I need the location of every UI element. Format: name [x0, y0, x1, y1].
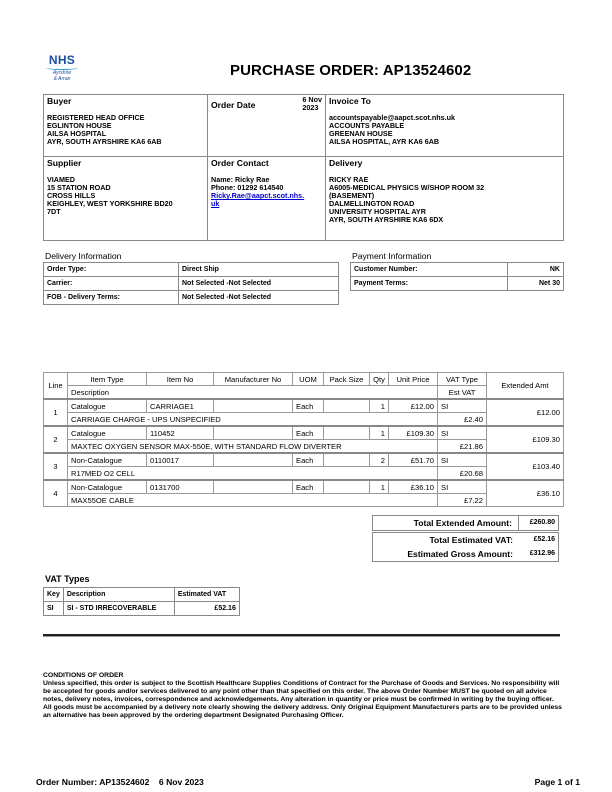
col-vat-type: VAT Type: [438, 373, 487, 386]
table-row: [44, 426, 564, 440]
delivery-line: RICKY RAE: [329, 175, 369, 184]
gross-amount-value: £312.96: [529, 550, 555, 557]
buyer-line: AYR, SOUTH AYRSHIRE KA6 6AB: [47, 137, 162, 146]
col-est-vat: Est VAT: [438, 386, 487, 400]
table-row: [44, 453, 564, 467]
supplier-line: KEIGHLEY, WEST YORKSHIRE BD20: [47, 199, 173, 208]
cell-qty: 1: [370, 399, 389, 413]
page-title: PURCHASE ORDER: AP13524602: [230, 62, 472, 79]
col-description: Description: [68, 386, 438, 400]
cell-line: 1: [44, 399, 68, 426]
cell-line: 2: [44, 426, 68, 453]
items-header-row: [44, 373, 564, 386]
cell-item-type: Catalogue: [68, 426, 147, 440]
invoice-line: GREENAN HOUSE: [329, 129, 393, 138]
cell-uom: Each: [293, 399, 324, 413]
vat-header-row: [44, 588, 240, 602]
nhs-logo: [44, 54, 80, 82]
cell-vat-type: SI: [438, 426, 487, 440]
cell-est-vat: £21.86: [438, 440, 487, 454]
line-items-table: [43, 372, 564, 507]
col-uom: UOM: [293, 373, 324, 386]
buyer-cell: [44, 95, 208, 157]
vat-col-estimated: Estimated VAT: [174, 588, 239, 602]
conditions-text: Unless specified, this order is subject to the Scottish Healthcare Supplies Conditions of Contract for the Purchase of Goods and Services. No responsibility will be accepted for goods and/or services delivered to any point other than that specified on this order. The above Order Number MUST be quoted on all advice notes, delivery notes, invoices, correspondence and acknowledgements. Any alteration in quantity or price must be confirmed in writing by the buying officer. All goods must be accompanied by a delivery note clearly showing the delivery address. Only Original Equipment Manufacturers parts are to be provided unless an alternative has been approved by the ordering department Designated Purchasing Officer.: [43, 680, 562, 719]
supplier-line: VIAMED: [47, 175, 75, 184]
cell-extended-amt: £36.10: [487, 480, 564, 507]
cell-uom: Each: [293, 480, 324, 494]
footer-order-number: Order Number: AP13524602 6 Nov 2023: [36, 777, 204, 787]
cell-pack-size: [324, 453, 370, 467]
invoice-to-label: Invoice To: [329, 96, 371, 106]
payment-info-row: [351, 263, 564, 277]
nhs-logo-sub2: & Arran: [53, 76, 71, 82]
order-date-value: 2023: [302, 103, 319, 112]
table-row-desc: [44, 494, 564, 507]
invoice-line: AILSA HOSPITAL, AYR KA6 6AB: [329, 137, 440, 146]
delivery-info-value: Not Selected -Not Selected: [179, 277, 339, 291]
buyer-line: AILSA HOSPITAL: [47, 129, 107, 138]
items-header-row: [44, 386, 564, 400]
cell-est-vat: £7.22: [438, 494, 487, 507]
delivery-info-title: Delivery Information: [45, 251, 122, 261]
delivery-info-value: Direct Ship: [179, 263, 339, 277]
cell-manufacturer-no: [214, 453, 293, 467]
payment-info-title: Payment Information: [352, 251, 432, 261]
delivery-info-row: [44, 277, 339, 291]
cell-item-type: Non-Catalogue: [68, 453, 147, 467]
total-extended-value: £260.80: [518, 516, 558, 530]
nhs-logo-text: NHS: [48, 53, 76, 67]
cell-pack-size: [324, 426, 370, 440]
buyer-line: EGLINTON HOUSE: [47, 121, 112, 130]
cell-description: CARRIAGE CHARGE - UPS UNSPECIFIED: [68, 413, 438, 427]
cell-line: 3: [44, 453, 68, 480]
col-item-type: Item Type: [68, 373, 147, 386]
cell-item-no: CARRIAGE1: [147, 399, 214, 413]
payment-info-value: Net 30: [508, 277, 564, 291]
gross-amount-label: Estimated Gross Amount:: [407, 549, 513, 559]
delivery-info-value: Not Selected -Not Selected: [179, 291, 339, 305]
cell-extended-amt: £103.40: [487, 453, 564, 480]
col-extended-amt: Extended Amt: [487, 373, 564, 400]
conditions-title: CONDITIONS OF ORDER: [43, 672, 124, 679]
vat-types-table: [43, 587, 240, 616]
table-row: [44, 399, 564, 413]
delivery-line: (BASEMENT): [329, 191, 375, 200]
buyer-line: REGISTERED HEAD OFFICE: [47, 113, 145, 122]
cell-extended-amt: £12.00: [487, 399, 564, 426]
cell-manufacturer-no: [214, 399, 293, 413]
col-qty: Qty: [370, 373, 389, 386]
order-contact-label: Order Contact: [211, 158, 269, 168]
delivery-label: Delivery: [329, 158, 363, 168]
cell-pack-size: [324, 480, 370, 494]
cell-uom: Each: [293, 426, 324, 440]
payment-info-row: [351, 277, 564, 291]
invoice-email: accountspayable@aapct.scot.nhs.uk: [329, 113, 456, 122]
vat-estimated: £52.16: [174, 602, 239, 616]
nhs-logo-sub1: Ayrshire: [52, 70, 72, 76]
cell-pack-size: [324, 399, 370, 413]
col-line: Line: [44, 373, 68, 400]
cell-qty: 1: [370, 426, 389, 440]
cell-line: 4: [44, 480, 68, 507]
delivery-line: A6005-MEDICAL PHYSICS W/SHOP ROOM 32: [329, 183, 485, 192]
table-row-desc: [44, 440, 564, 454]
cell-unit-price: £109.30: [389, 426, 438, 440]
supplier-line: CROSS HILLS: [47, 191, 96, 200]
vat-row: [44, 602, 240, 616]
total-vat-value: £52.16: [533, 536, 555, 543]
cell-uom: Each: [293, 453, 324, 467]
table-row: [44, 480, 564, 494]
cell-description: MAXTEC OXYGEN SENSOR MAX-550E, WITH STANDARD FLOW DIVERTER: [68, 440, 438, 454]
supplier-line: 15 STATION ROAD: [47, 183, 111, 192]
vat-gross-box: [372, 532, 559, 562]
delivery-info-table: [43, 262, 339, 305]
delivery-line: AYR, SOUTH AYRSHIRE KA6 6DX: [329, 215, 444, 224]
supplier-label: Supplier: [47, 158, 82, 168]
cell-vat-type: SI: [438, 399, 487, 413]
contact-email-link-cont[interactable]: uk: [211, 199, 220, 208]
cell-item-type: Catalogue: [68, 399, 147, 413]
table-row-desc: [44, 467, 564, 481]
cell-extended-amt: £109.30: [487, 426, 564, 453]
order-contact-cell: [208, 157, 326, 241]
vat-description: SI - STD IRRECOVERABLE: [63, 602, 174, 616]
payment-info-value: NK: [508, 263, 564, 277]
payment-info-table: [350, 262, 564, 291]
order-date-value: 6 Nov: [302, 95, 322, 104]
cell-description: MAX55OE CABLE: [68, 494, 438, 507]
cell-unit-price: £36.10: [389, 480, 438, 494]
cell-manufacturer-no: [214, 426, 293, 440]
vat-key: SI: [44, 602, 64, 616]
invoice-to-cell: [326, 95, 564, 157]
col-item-no: Item No: [147, 373, 214, 386]
payment-info-label: Payment Terms:: [351, 277, 508, 291]
delivery-line: UNIVERSITY HOSPITAL AYR: [329, 207, 426, 216]
delivery-line: DALMELLINGTON ROAD: [329, 199, 415, 208]
conditions-of-order: [43, 672, 563, 720]
total-vat-label: Total Estimated VAT:: [429, 535, 513, 545]
delivery-info-row: [44, 263, 339, 277]
cell-unit-price: £12.00: [389, 399, 438, 413]
payment-info-label: Customer Number:: [351, 263, 508, 277]
order-date-label: Order Date: [211, 100, 256, 110]
cell-est-vat: £20.68: [438, 467, 487, 481]
supplier-cell: [44, 157, 208, 241]
delivery-info-label: Order Type:: [44, 263, 179, 277]
cell-unit-price: £51.70: [389, 453, 438, 467]
delivery-info-label: FOB - Delivery Terms:: [44, 291, 179, 305]
cell-description: R17MED O2 CELL: [68, 467, 438, 481]
order-date-cell: [208, 95, 326, 157]
cell-item-type: Non-Catalogue: [68, 480, 147, 494]
cell-qty: 2: [370, 453, 389, 467]
vat-types-title: VAT Types: [45, 574, 90, 584]
vat-col-description: Description: [63, 588, 174, 602]
col-unit-price: Unit Price: [389, 373, 438, 386]
contact-phone: Phone: 01292 614540: [211, 183, 284, 192]
footer-page-number: Page 1 of 1: [534, 777, 580, 787]
supplier-line: 7DT: [47, 207, 61, 216]
cell-manufacturer-no: [214, 480, 293, 494]
table-row-desc: [44, 413, 564, 427]
delivery-info-row: [44, 291, 339, 305]
cell-est-vat: £2.40: [438, 413, 487, 427]
cell-qty: 1: [370, 480, 389, 494]
contact-name: Name: Ricky Rae: [211, 175, 270, 184]
invoice-line: ACCOUNTS PAYABLE: [329, 121, 405, 130]
col-pack-size: Pack Size: [324, 373, 370, 386]
delivery-cell: [326, 157, 564, 241]
cell-vat-type: SI: [438, 453, 487, 467]
cell-item-no: 0110017: [147, 453, 214, 467]
divider: [43, 634, 560, 637]
contact-email-link[interactable]: Ricky.Rae@aapct.scot.nhs.: [211, 191, 305, 200]
buyer-label: Buyer: [47, 96, 72, 106]
vat-col-key: Key: [44, 588, 64, 602]
delivery-info-label: Carrier:: [44, 277, 179, 291]
cell-item-no: 110452: [147, 426, 214, 440]
cell-item-no: 0131700: [147, 480, 214, 494]
cell-vat-type: SI: [438, 480, 487, 494]
col-manufacturer-no: Manufacturer No: [214, 373, 293, 386]
total-extended-label: Total Extended Amount:: [413, 518, 512, 528]
total-extended-box: [372, 515, 559, 531]
order-header-table: [43, 94, 564, 241]
